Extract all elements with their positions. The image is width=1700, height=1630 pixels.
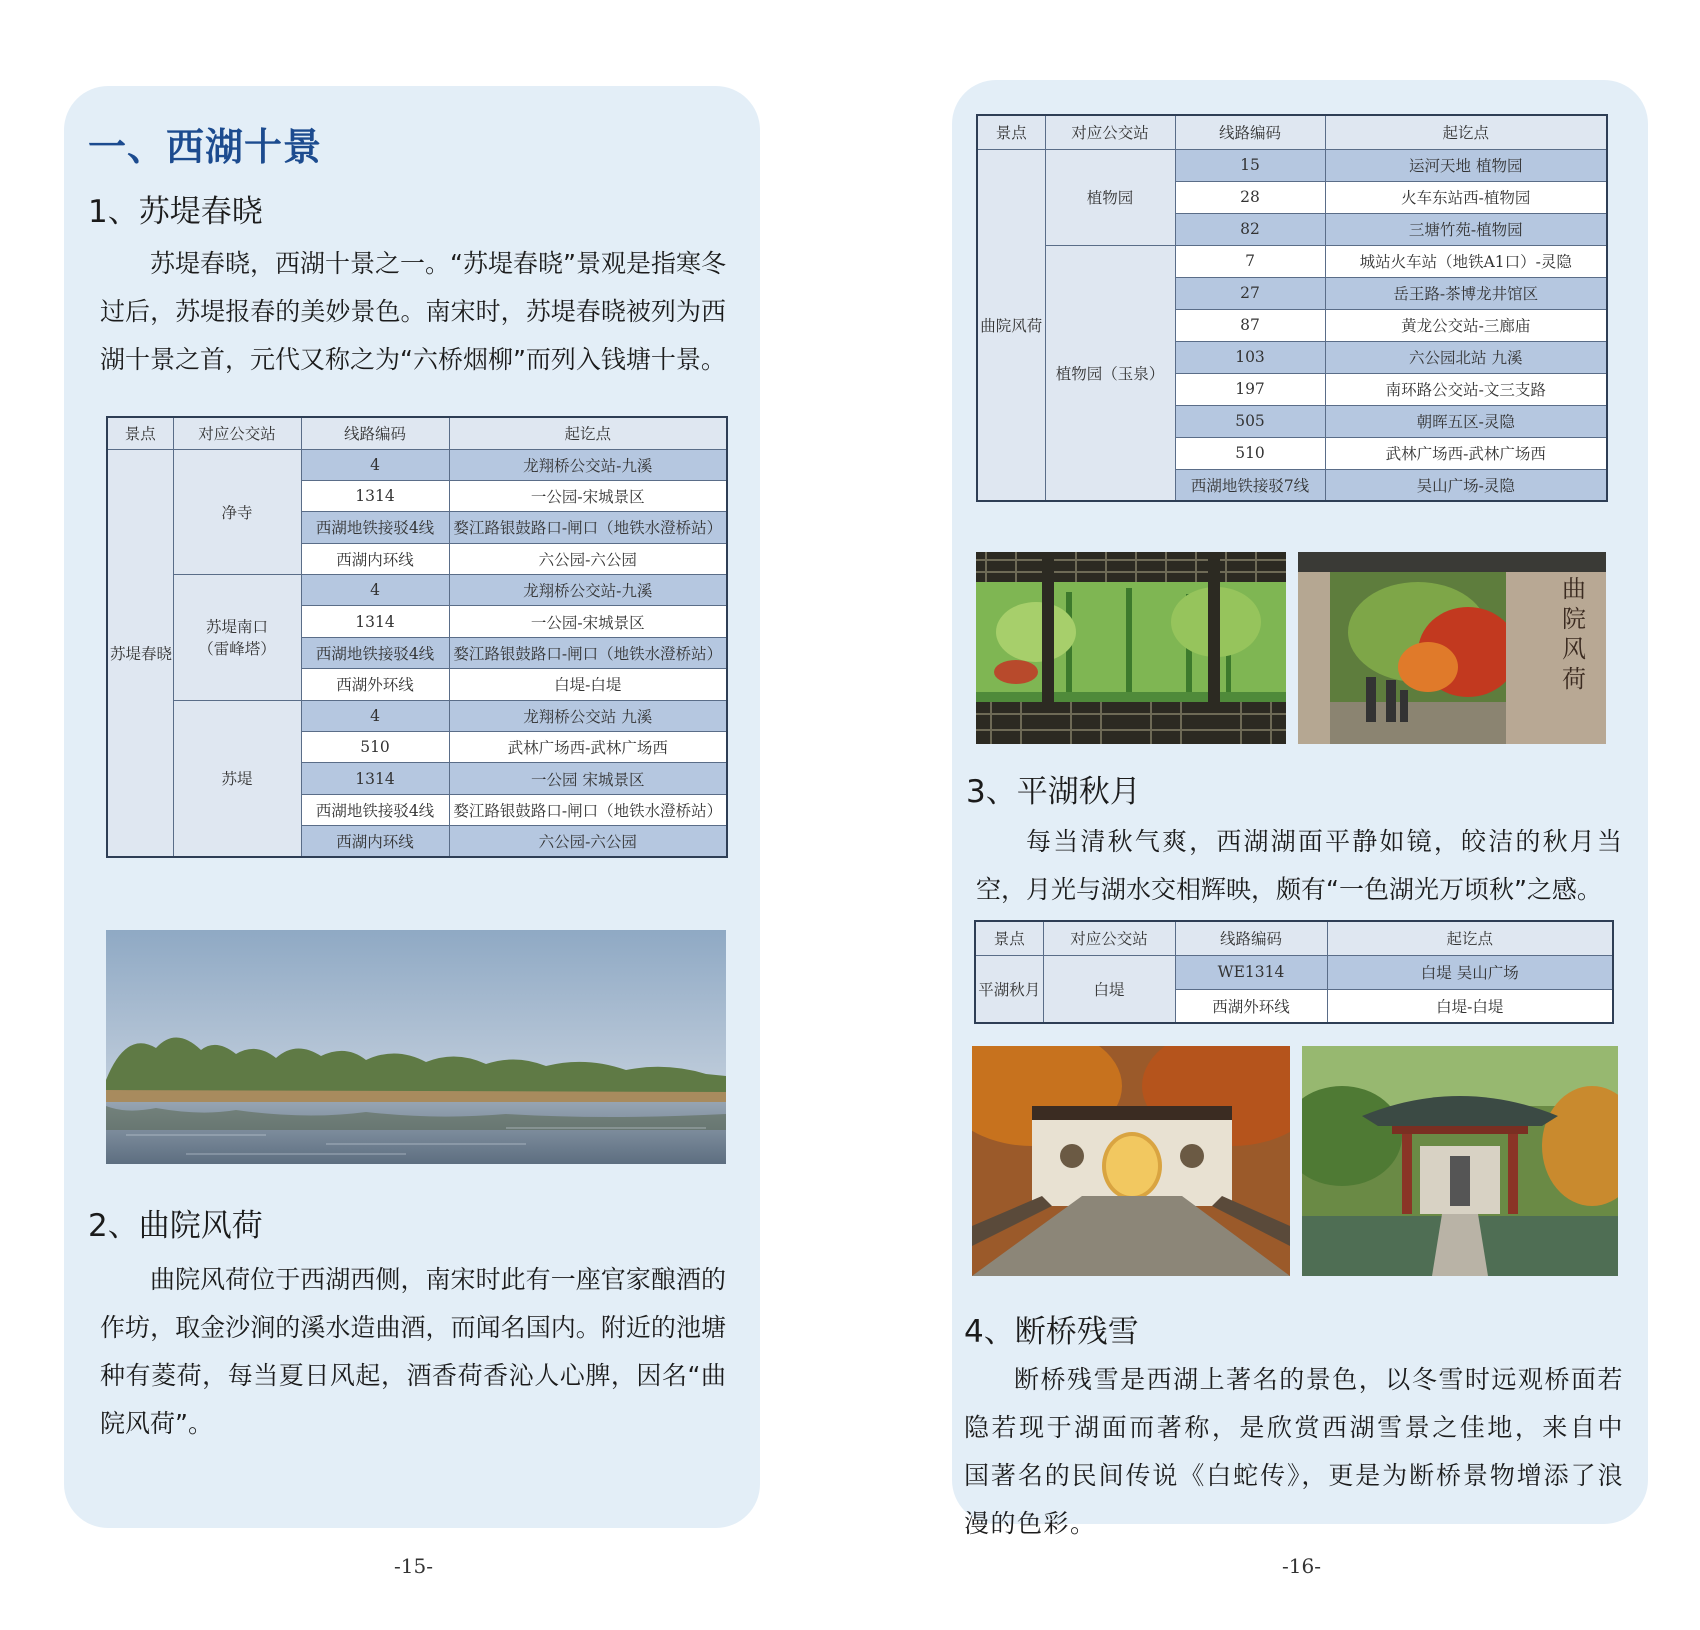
bus-table-quyuan bbox=[976, 114, 1608, 502]
table-cell-line: 西湖外环线 bbox=[301, 669, 449, 700]
section-text-duanqiao: 断桥残雪是西湖上著名的景色，以冬雪时远观桥面若隐若现于湖面而著称，是欣赏西湖雪景之佳地，来自中国著名的民间传说《白蛇传》，更是为断桥景物增添了浪漫的色彩。 bbox=[964, 1365, 1624, 1538]
page-number-left: -15- bbox=[394, 1554, 433, 1578]
table-header: 起讫点 bbox=[449, 417, 727, 449]
table-cell-line: 西湖地铁接驳7线 bbox=[1175, 469, 1325, 501]
table-cell-station: 苏堤 bbox=[173, 700, 301, 857]
quyuan-entrance-photo bbox=[1298, 552, 1606, 744]
section-text-quyuan: 曲院风荷位于西湖西侧，南宋时此有一座官家酿酒的作坊，取金沙涧的溪水造曲酒，而闻名国内。附近的池塘种有菱荷，每当夏日风起，酒香荷香沁人心脾，因名“曲院风荷”。 bbox=[100, 1265, 726, 1438]
table-header: 起讫点 bbox=[1325, 115, 1607, 149]
table-cell-route: 六公园-六公园 bbox=[449, 543, 727, 574]
pavilion-window-photo bbox=[976, 552, 1286, 744]
table-cell-station: 植物园 bbox=[1045, 149, 1175, 245]
page-title: 一、西湖十景 bbox=[88, 125, 323, 169]
table-cell-station: 净寺 bbox=[173, 449, 301, 575]
table-cell-spot: 平湖秋月 bbox=[975, 955, 1043, 1023]
table-cell-route: 龙翔桥公交站-九溪 bbox=[449, 449, 727, 480]
section-title-quyuan: 2、曲院风荷 bbox=[88, 1208, 263, 1244]
table-cell-line: 27 bbox=[1175, 277, 1325, 309]
table-cell-line: 1314 bbox=[301, 606, 449, 637]
table-cell-route: 婺江路银鼓路口-闸口（地铁水澄桥站） bbox=[449, 637, 727, 668]
table-header: 线路编码 bbox=[1175, 115, 1325, 149]
table-cell-line: 505 bbox=[1175, 405, 1325, 437]
table-cell-line: 4 bbox=[301, 575, 449, 606]
table-cell-line: 1314 bbox=[301, 763, 449, 794]
table-cell-line: 西湖地铁接驳4线 bbox=[301, 637, 449, 668]
table-cell-line: 7 bbox=[1175, 245, 1325, 277]
table-row bbox=[977, 245, 1607, 277]
table-cell-route: 龙翔桥公交站 九溪 bbox=[449, 700, 727, 731]
table-cell-route: 城站火车站（地铁A1口）-灵隐 bbox=[1325, 245, 1607, 277]
table-cell-route: 六公园-六公园 bbox=[449, 826, 727, 857]
table-cell-line: 西湖地铁接驳4线 bbox=[301, 512, 449, 543]
table-header: 对应公交站 bbox=[1045, 115, 1175, 149]
table-cell-line: 197 bbox=[1175, 373, 1325, 405]
table-cell-line: 87 bbox=[1175, 309, 1325, 341]
table-cell-line: 82 bbox=[1175, 213, 1325, 245]
table-row bbox=[977, 149, 1607, 181]
table-cell-line: 15 bbox=[1175, 149, 1325, 181]
table-cell-line: 西湖内环线 bbox=[301, 826, 449, 857]
table-header: 对应公交站 bbox=[173, 417, 301, 449]
table-cell-station: 植物园（玉泉） bbox=[1045, 245, 1175, 501]
table-cell-spot: 苏堤春晓 bbox=[107, 449, 173, 857]
table-cell-route: 武林广场西-武林广场西 bbox=[1325, 437, 1607, 469]
table-cell-line: 510 bbox=[301, 732, 449, 763]
bus-table-sudi bbox=[106, 416, 728, 858]
table-cell-route: 黄龙公交站-三廊庙 bbox=[1325, 309, 1607, 341]
table-cell-route: 六公园北站 九溪 bbox=[1325, 341, 1607, 373]
table-row bbox=[107, 575, 727, 606]
table-header: 景点 bbox=[977, 115, 1045, 149]
table-cell-line: 103 bbox=[1175, 341, 1325, 373]
table-cell-route: 三塘竹苑-植物园 bbox=[1325, 213, 1607, 245]
section-title-pinghu: 3、平湖秋月 bbox=[966, 774, 1141, 810]
table-cell-line: 4 bbox=[301, 449, 449, 480]
table-header: 起讫点 bbox=[1327, 921, 1613, 955]
section-title-duanqiao: 4、断桥残雪 bbox=[964, 1314, 1139, 1350]
table-cell-route: 白堤 吴山广场 bbox=[1327, 955, 1613, 989]
table-cell-station: 白堤 bbox=[1043, 955, 1175, 1023]
table-cell-route: 岳王路-茶博龙井馆区 bbox=[1325, 277, 1607, 309]
section-title-sudi: 1、苏堤春晓 bbox=[88, 194, 263, 230]
quyuan-sign-text: 曲院风荷 bbox=[1562, 575, 1586, 693]
bus-table-pinghu bbox=[974, 920, 1614, 1024]
section-text-pinghu: 每当清秋气爽，西湖湖面平静如镜，皎洁的秋月当空，月光与湖水交相辉映，颇有“一色湖光万顷秋”之感。 bbox=[976, 827, 1622, 904]
table-header: 景点 bbox=[975, 921, 1043, 955]
table-header: 对应公交站 bbox=[1043, 921, 1175, 955]
table-cell-line: 510 bbox=[1175, 437, 1325, 469]
table-cell-line: 1314 bbox=[301, 480, 449, 511]
table-cell-route: 火车东站西-植物园 bbox=[1325, 181, 1607, 213]
table-cell-line: 西湖外环线 bbox=[1175, 989, 1327, 1023]
table-cell-route: 武林广场西-武林广场西 bbox=[449, 732, 727, 763]
table-cell-spot: 曲院风荷 bbox=[977, 149, 1045, 501]
table-cell-station: 苏堤南口 （雷峰塔） bbox=[173, 575, 301, 701]
table-row bbox=[107, 700, 727, 731]
table-cell-route: 白堤-白堤 bbox=[449, 669, 727, 700]
table-row bbox=[107, 449, 727, 480]
table-cell-route: 一公园-宋城景区 bbox=[449, 606, 727, 637]
table-cell-route: 龙翔桥公交站-九溪 bbox=[449, 575, 727, 606]
table-cell-line: 西湖内环线 bbox=[301, 543, 449, 574]
table-cell-route: 一公园 宋城景区 bbox=[449, 763, 727, 794]
table-header: 线路编码 bbox=[301, 417, 449, 449]
table-cell-line: 西湖地铁接驳4线 bbox=[301, 794, 449, 825]
table-cell-line: WE1314 bbox=[1175, 955, 1327, 989]
table-cell-route: 一公园-宋城景区 bbox=[449, 480, 727, 511]
table-cell-route: 吴山广场-灵隐 bbox=[1325, 469, 1607, 501]
table-cell-route: 朝晖五区-灵隐 bbox=[1325, 405, 1607, 437]
table-cell-route: 婺江路银鼓路口-闸口（地铁水澄桥站） bbox=[449, 794, 727, 825]
table-cell-route: 南环路公交站-文三支路 bbox=[1325, 373, 1607, 405]
table-cell-route: 运河天地 植物园 bbox=[1325, 149, 1607, 181]
table-cell-route: 白堤-白堤 bbox=[1327, 989, 1613, 1023]
lake-shore-photo bbox=[106, 930, 726, 1164]
table-cell-route: 婺江路银鼓路口-闸口（地铁水澄桥站） bbox=[449, 512, 727, 543]
section-text-sudi: 苏堤春晓，西湖十景之一。“苏堤春晓”景观是指寒冬过后，苏堤报春的美妙景色。南宋时，苏堤春晓被列为西湖十景之首，元代又称之为“六桥烟柳”而列入钱塘十景。 bbox=[100, 249, 726, 374]
pavilion-garden-photo bbox=[1302, 1046, 1618, 1276]
table-cell-line: 28 bbox=[1175, 181, 1325, 213]
moon-gate-photo bbox=[972, 1046, 1290, 1276]
page-number-right: -16- bbox=[1282, 1554, 1321, 1578]
table-header: 线路编码 bbox=[1175, 921, 1327, 955]
table-cell-line: 4 bbox=[301, 700, 449, 731]
table-header: 景点 bbox=[107, 417, 173, 449]
